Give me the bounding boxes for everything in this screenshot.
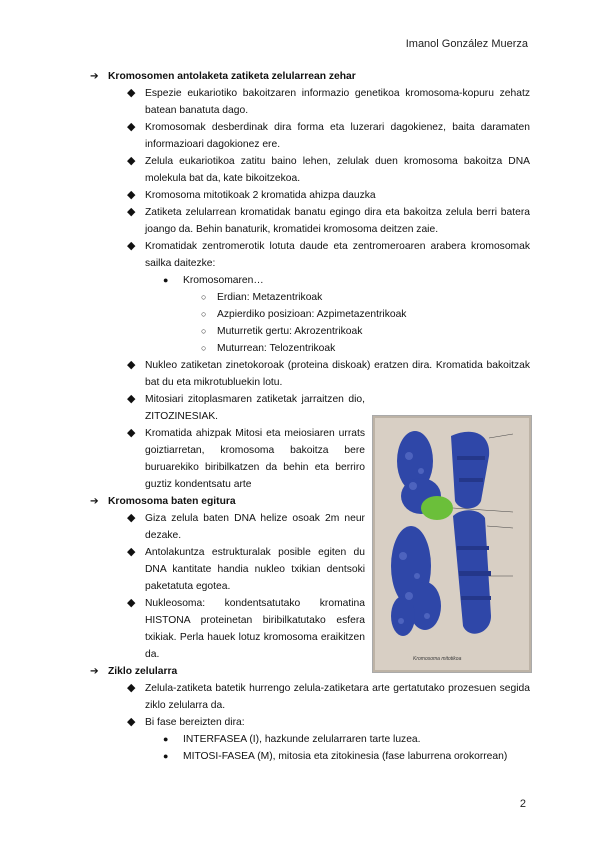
list-item: ◆ Kromatida ahizpak Mitosi eta meiosiaren urrats goiztiarretan, kromosoma bakoitza bere buruarekiko biribilkatzen da behin eta berriro guztiz kondentsatu arte: [127, 427, 365, 490]
list-item: ◆ Kromatidak zentromerotik lotuta daude eta zentromeroaren arabera kromosomak sailka daitezke: ● Kromosomaren… ○ Erdian: Metazentrikoak ○ Azpierdiko posizioan: Azpimetazentrikoak ○ Muturretik gertu: Akrozentrikoak ○ Muturrean: Telozentrikoak: [145, 238, 530, 357]
list-item: ◆ Nukleosoma: kondentsatutako kromatina HISTONA proteinetan biribilkatutako esfera txikiak. Perla hauek lotuz kromosoma eraikitzen da.: [127, 597, 365, 660]
list-item: ◆ Zelula eukariotikoa zatitu baino lehen, zelulak duen kromosoma bakoitza DNA molekula bat da, kate bikoitzekoa.: [127, 155, 530, 184]
sub-list: [145, 272, 530, 357]
list-item: ◆ Kromosomak desberdinak dira forma eta luzerari dagokienez, baita daramaten informazioari dagokionez ere.: [127, 121, 530, 150]
left-chromatid-icon: [391, 431, 441, 636]
phase-item: ● MITOSI-FASEA (M), mitosia eta zitokinesia (fase laburrena orokorrean): [183, 748, 530, 765]
dot-bullet-icon: ●: [163, 734, 169, 744]
circle-bullet-icon: ○: [201, 326, 207, 336]
centromere-icon: [421, 496, 453, 520]
diamond-bullet-icon: ◆: [127, 427, 136, 439]
diamond-bullet-icon: ◆: [127, 393, 136, 405]
centromere-type-item: ○ Muturrean: Telozentrikoak: [217, 340, 530, 357]
list-item: ◆ Zatiketa zelularrean kromatidak banatu egingo dira eta bakoitza zelula berri batera joango da. Behin banaturik, kromatidei kromosoma deitzen zaie.: [127, 206, 530, 235]
diamond-bullet-icon: ◆: [127, 189, 136, 201]
centromere-type-item: ○ Erdian: Metazentrikoak: [217, 289, 530, 306]
dot-bullet-icon: ●: [163, 751, 169, 761]
dot-bullet-icon: ●: [163, 275, 169, 285]
phase-item: ● INTERFASEA (I), hazkunde zelularraren tarte luzea.: [183, 731, 530, 748]
centromere-type-item: ○ Muturretik gertu: Akrozentrikoak: [217, 323, 530, 340]
page-number: 2: [519, 798, 526, 810]
circle-bullet-icon: ○: [201, 292, 207, 302]
phase-list: [145, 731, 530, 765]
section-heading-chromosome-structure: ➔ Kromosoma baten egitura: [90, 493, 530, 510]
right-chromatid-icon: [451, 432, 491, 634]
section-heading-chromosome-organization: ➔ Kromosomen antolaketa zatiketa zelularrean zehar: [90, 68, 530, 85]
centromere-type-item: ○ Azpierdiko posizioan: Azpimetazentrikoak: [217, 306, 530, 323]
arrow-icon: ➔: [90, 71, 99, 82]
list-item: ◆ Nukleo zatiketan zinetokoroak (proteina diskoak) eratzen dira. Kromatida bakoitzak bat du eta mikrotubluekin lotu.: [127, 359, 530, 388]
sub-list-item: ● Kromosomaren… ○ Erdian: Metazentrikoak ○ Azpierdiko posizioan: Azpimetazentrikoak ○ Muturretik gertu: Akrozentrikoak ○ Muturrean: Telozentrikoak: [183, 272, 530, 357]
figure-caption: Kromosoma mitotikoa: [413, 656, 462, 662]
circle-bullet-icon: ○: [201, 309, 207, 319]
diamond-bullet-icon: ◆: [127, 359, 136, 371]
chromosome-drawing: [373, 416, 531, 672]
author-header: Imanol González Muerza: [405, 38, 528, 50]
diamond-bullet-icon: ◆: [127, 512, 136, 524]
list-item: ◆ Bi fase bereizten dira: ● INTERFASEA (I), hazkunde zelularraren tarte luzea. ● MITOSI-FASEA (M), mitosia eta zitokinesia (fase laburrena orokorrean): [145, 714, 530, 765]
diamond-bullet-icon: ◆: [127, 716, 136, 728]
list-item: ◆ Antolakuntza estrukturalak posible egiten du DNA kantitate handia nukleo txikian dentsoki paketatuta egotea.: [127, 546, 365, 592]
chromosome-illustration: [372, 415, 532, 673]
diamond-bullet-icon: ◆: [127, 87, 136, 99]
diamond-bullet-icon: ◆: [127, 155, 136, 167]
list-item: ◆ Mitosiari zitoplasmaren zatiketak jarraitzen dio, ZITOZINESIAK.: [127, 393, 365, 422]
section-3-list: [90, 680, 530, 765]
arrow-icon: ➔: [90, 496, 99, 507]
diamond-bullet-icon: ◆: [127, 240, 136, 252]
centromere-types-list: [183, 289, 530, 357]
circle-bullet-icon: ○: [201, 343, 207, 353]
diamond-bullet-icon: ◆: [127, 546, 136, 558]
diamond-bullet-icon: ◆: [127, 597, 136, 609]
list-item: ◆ Kromosoma mitotikoak 2 kromatida ahizpa dauzka: [145, 187, 530, 204]
diamond-bullet-icon: ◆: [127, 121, 136, 133]
section-heading-cell-cycle: ➔ Ziklo zelularra: [90, 663, 530, 680]
list-item: ◆ Zelula-zatiketa batetik hurrengo zelula-zatiketara arte gertatutako prozesuen segida ziklo zelularra da.: [127, 682, 530, 711]
list-item: ◆ Espezie eukariotiko bakoitzaren informazio genetikoa kromosoma-kopuru zehatz batean banatuta dago.: [127, 87, 530, 116]
diamond-bullet-icon: ◆: [127, 206, 136, 218]
diamond-bullet-icon: ◆: [127, 682, 136, 694]
list-item: ◆ Giza zelula baten DNA helize osoak 2m neur dezake.: [127, 512, 365, 541]
arrow-icon: ➔: [90, 666, 99, 677]
